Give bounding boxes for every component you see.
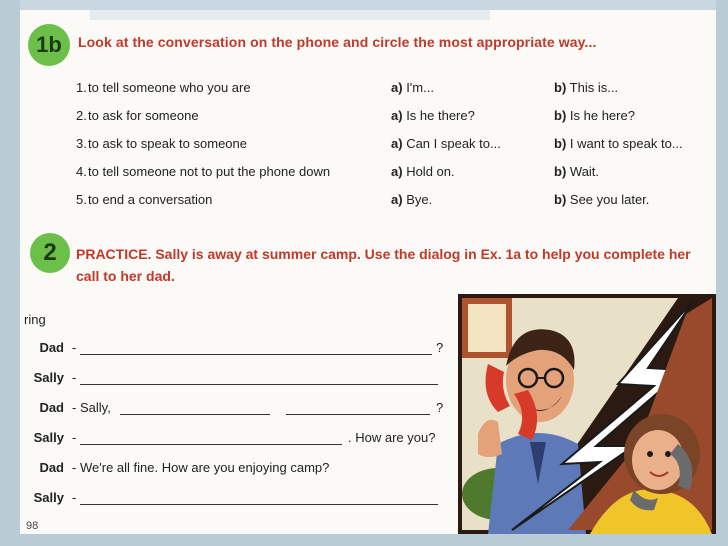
option-b[interactable]: b) See you later. (554, 192, 650, 207)
task-row (76, 192, 712, 212)
line-suffix: ? (436, 400, 444, 415)
speaker-label: Sally (33, 490, 64, 505)
task-text: to ask for someone (88, 108, 199, 123)
speaker-label: Dad (39, 400, 64, 415)
task-text: to tell someone who you are (88, 80, 251, 95)
dialog-line (20, 370, 456, 392)
task-row (76, 80, 712, 100)
answer-blank[interactable] (120, 400, 270, 415)
option-b[interactable]: b) Is he here? (554, 108, 635, 123)
task-number: 1. (76, 80, 87, 95)
line-suffix: . How are you? (348, 430, 436, 445)
task-text: to ask to speak to someone (88, 136, 247, 151)
textbook-page (20, 10, 716, 534)
slide-frame-bottom (0, 534, 728, 546)
option-b[interactable]: b) This is... (554, 80, 619, 95)
slide-frame-right (716, 0, 728, 546)
task-number: 2. (76, 108, 87, 123)
option-a[interactable]: a) Bye. (391, 192, 433, 207)
task-row (76, 108, 712, 128)
answer-blank[interactable] (80, 340, 432, 355)
dialog-dash: - (72, 340, 77, 355)
dialog-dash: - (72, 460, 77, 475)
option-a[interactable]: a) Hold on. (391, 164, 455, 179)
page-top-shadow (90, 10, 490, 20)
slide-frame-left (0, 0, 20, 546)
task-number: 3. (76, 136, 87, 151)
dialog-line (20, 490, 456, 512)
task-number: 4. (76, 164, 87, 179)
dialog-dash: - (72, 430, 77, 445)
answer-blank[interactable] (80, 370, 438, 385)
dialog-dash: - (72, 400, 77, 415)
exercise-1b-instruction: Look at the conversation on the phone and circle the most appropriate way... (78, 34, 597, 50)
page-number: 98 (26, 520, 39, 532)
ringing-label: ring (24, 312, 46, 327)
phone-call-illustration (458, 294, 716, 534)
answer-blank[interactable] (80, 490, 438, 505)
dialog-dash: - (72, 490, 77, 505)
speaker-label: Dad (39, 340, 64, 355)
speaker-label: Dad (39, 460, 64, 475)
answer-blank[interactable] (80, 430, 342, 445)
speaker-label: Sally (33, 430, 64, 445)
option-a[interactable]: a) I'm... (391, 80, 434, 95)
option-b[interactable]: b) I want to speak to... (554, 136, 683, 151)
exercise-2-badge: 2 (30, 233, 70, 273)
exercise-2-instruction: PRACTICE. Sally is away at summer camp. Use the dialog in Ex. 1a to help you complete her call to her dad. (76, 246, 691, 284)
line-suffix: ? (436, 340, 444, 355)
option-a[interactable]: a) Is he there? (391, 108, 475, 123)
answer-blank[interactable] (286, 400, 430, 415)
option-a[interactable]: a) Can I speak to... (391, 136, 501, 151)
dialog-line (20, 400, 456, 422)
dialog-line (20, 460, 456, 482)
exercise-1b-badge: 1b (28, 24, 70, 66)
dialog-dash: - (72, 370, 77, 385)
task-text: to end a conversation (88, 192, 213, 207)
task-text: to tell someone not to put the phone down (88, 164, 331, 179)
dialog-line (20, 340, 456, 362)
task-number: 5. (76, 192, 87, 207)
speaker-label: Sally (33, 370, 64, 385)
dialog-line (20, 430, 456, 452)
line-prefix: Sally, (80, 400, 111, 415)
task-row (76, 164, 712, 184)
line-prefix: We're all fine. How are you enjoying camp? (80, 460, 330, 475)
task-row (76, 136, 712, 156)
option-b[interactable]: b) Wait. (554, 164, 600, 179)
